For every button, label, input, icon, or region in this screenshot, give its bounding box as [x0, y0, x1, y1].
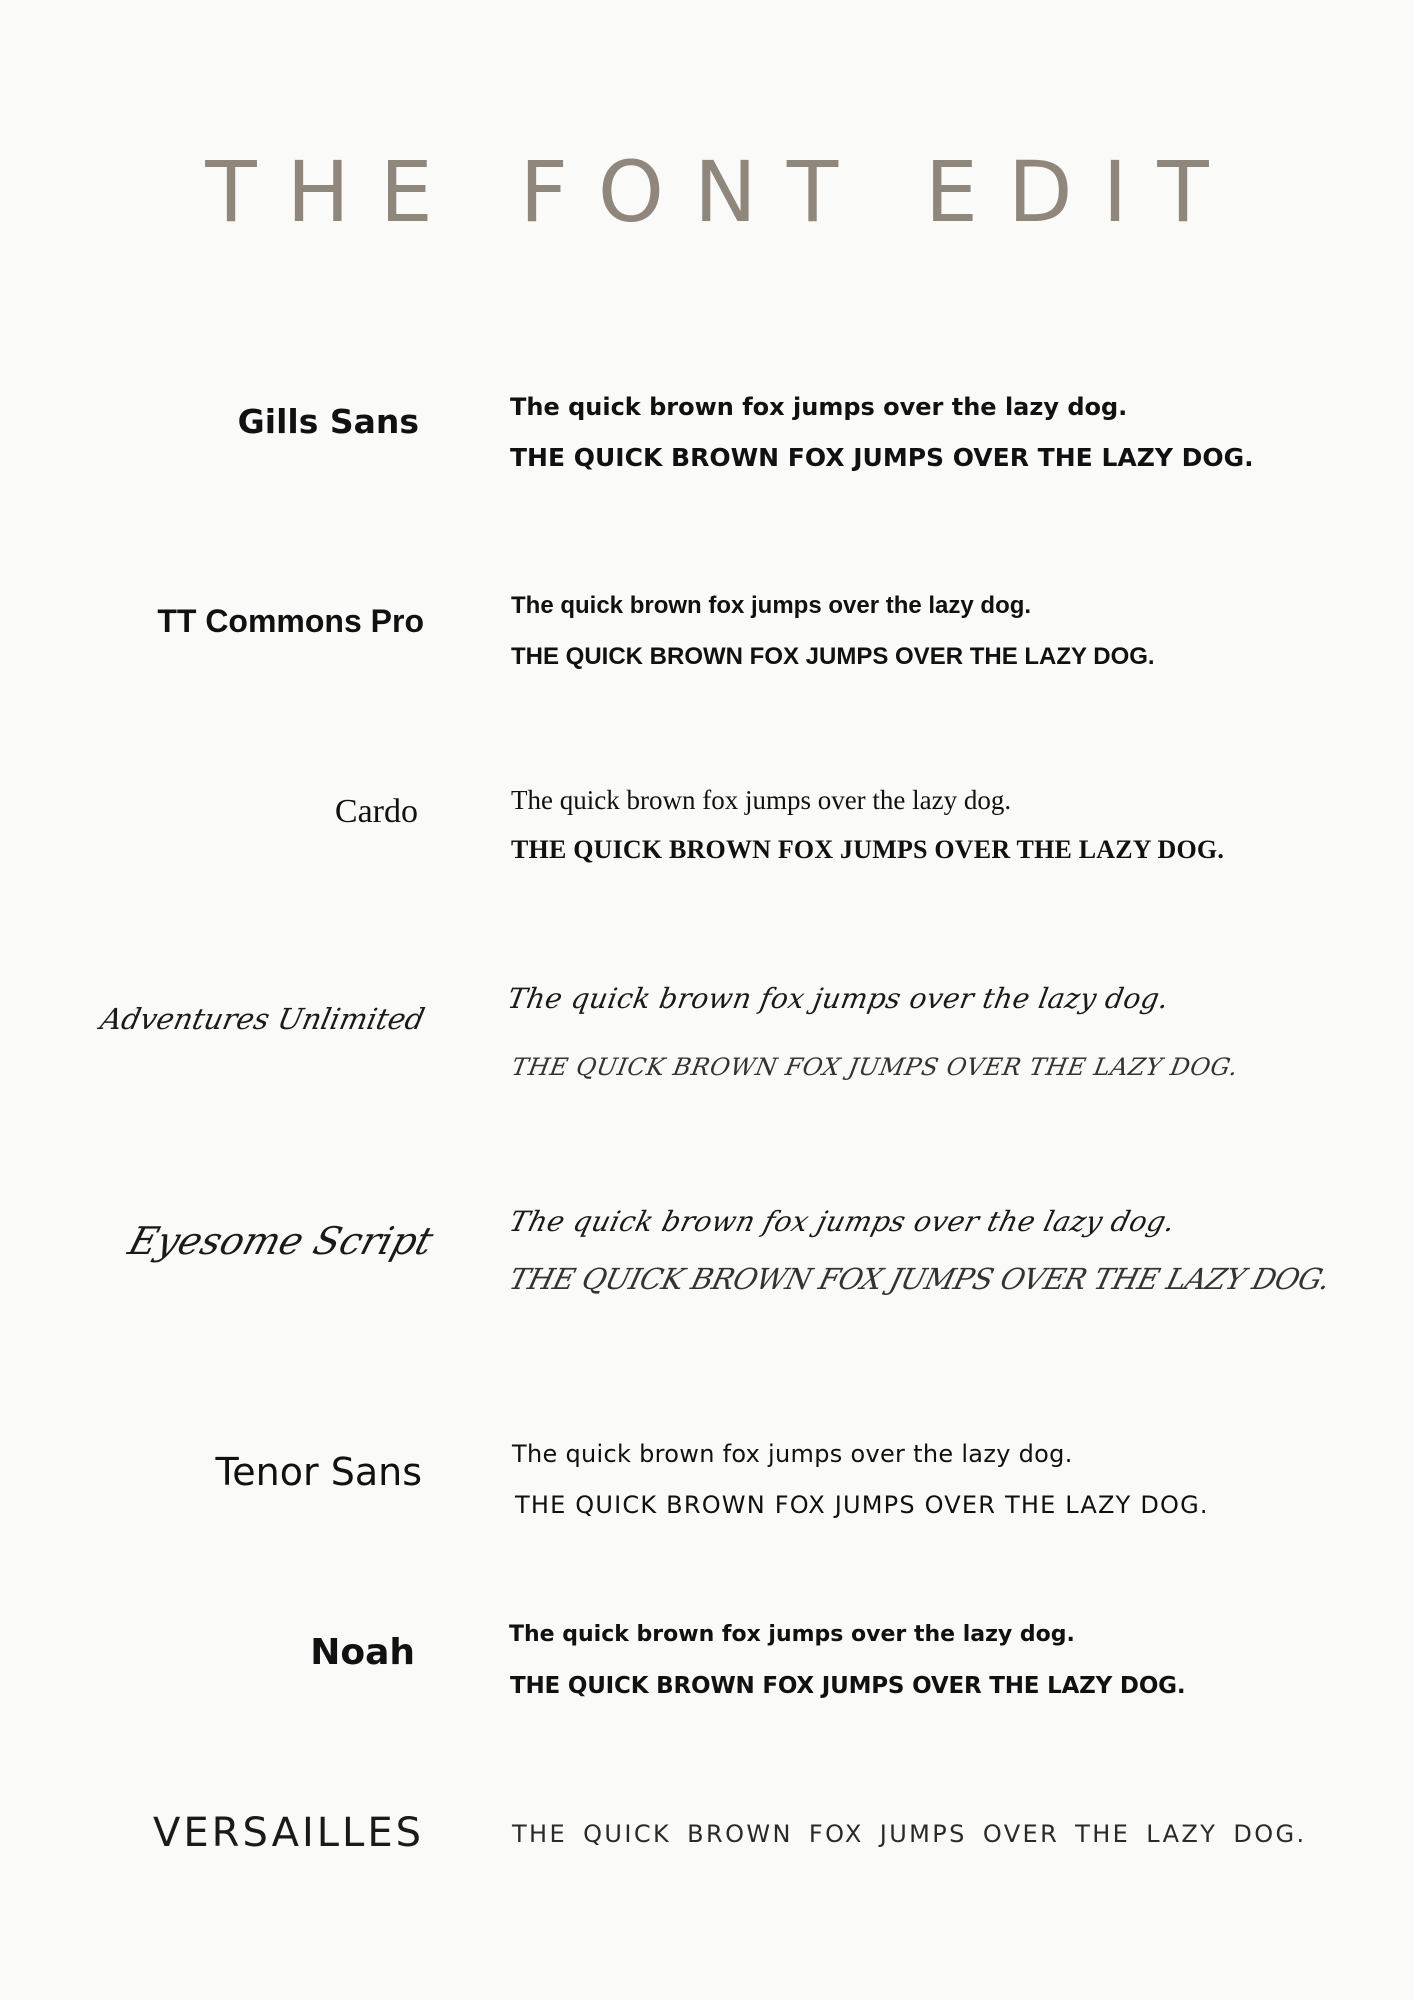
- font-sample-lowercase: The quick brown fox jumps over the lazy dog.: [506, 1205, 1179, 1238]
- font-sample-uppercase: THE QUICK BROWN FOX JUMPS OVER THE LAZY DOG.: [505, 1262, 1334, 1296]
- font-name: Tenor Sans: [215, 1450, 422, 1494]
- font-name: Noah: [310, 1632, 415, 1673]
- font-sample-lowercase: The quick brown fox jumps over the lazy dog.: [511, 785, 1012, 815]
- font-sample-uppercase: THE QUICK BROWN FOX JUMPS OVER THE LAZY DOG.: [511, 643, 1155, 670]
- font-sample-uppercase: THE QUICK BROWN FOX JUMPS OVER THE LAZY DOG.: [510, 443, 1254, 472]
- font-name: Adventures Unlimited: [97, 1002, 428, 1036]
- font-name: Gills Sans: [237, 402, 419, 441]
- font-sample-lowercase: The quick brown fox jumps over the lazy dog.: [510, 393, 1128, 421]
- page-title: THE FONT EDIT: [205, 143, 1239, 241]
- font-sample-uppercase: THE QUICK BROWN FOX JUMPS OVER THE LAZY DOG.: [511, 835, 1225, 864]
- font-sample-uppercase: THE QUICK BROWN FOX JUMPS OVER THE LAZY DOG.: [515, 1491, 1209, 1519]
- font-name: VERSAILLES: [153, 1810, 424, 1856]
- font-sample-uppercase: THE QUICK BROWN FOX JUMPS OVER THE LAZY DOG.: [509, 1053, 1241, 1081]
- font-name: TT Commons Pro: [157, 603, 424, 639]
- font-sample-lowercase: The quick brown fox jumps over the lazy dog.: [511, 592, 1032, 619]
- font-sample-lowercase: The quick brown fox jumps over the lazy dog.: [512, 1440, 1073, 1468]
- font-sample-uppercase: THE QUICK BROWN FOX JUMPS OVER THE LAZY DOG.: [512, 1820, 1307, 1848]
- font-sample-lowercase: The quick brown fox jumps over the lazy dog.: [509, 1622, 1075, 1647]
- font-sample-uppercase: THE QUICK BROWN FOX JUMPS OVER THE LAZY DOG.: [510, 1673, 1186, 1699]
- font-name: Eyesome Script: [123, 1219, 439, 1263]
- font-sample-lowercase: The quick brown fox jumps over the lazy dog.: [505, 982, 1172, 1015]
- font-name: Cardo: [334, 793, 418, 830]
